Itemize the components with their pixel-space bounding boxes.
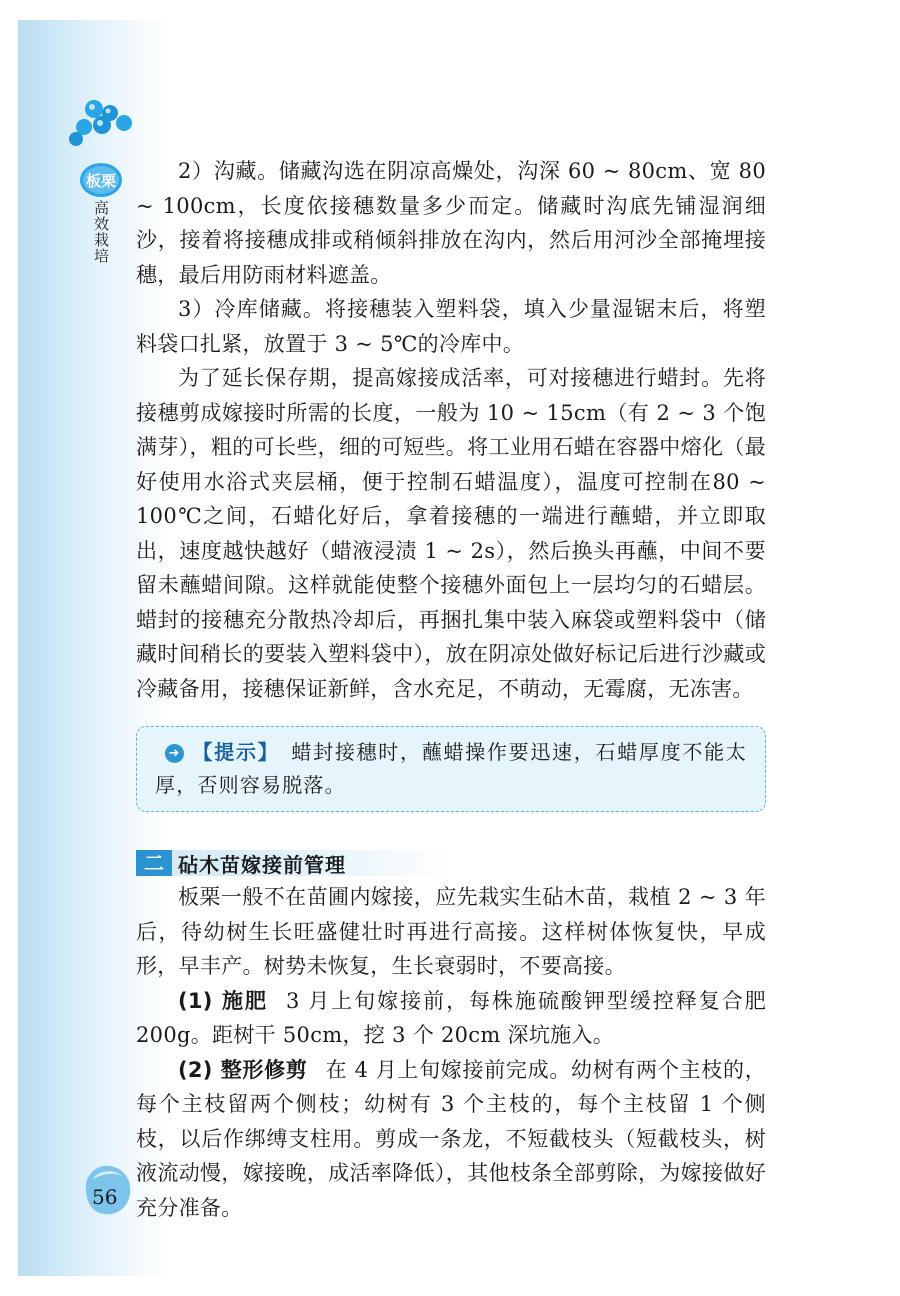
book-badge-icon — [78, 160, 124, 200]
tip-label: 【提示】 — [192, 740, 280, 764]
section-title: 砧木苗嫁接前管理 — [178, 852, 346, 877]
paragraph-cold-storage: 3）冷库储藏。将接穗装入塑料袋，填入少量湿锯末后，将塑料袋口扎紧，放置于 3 ~ 5℃的冷库中。 — [136, 297, 766, 356]
paragraph-fertilize — [136, 984, 766, 1053]
page-content — [136, 154, 766, 1225]
paragraph-section-intro: 板栗一般不在苗圃内嫁接，应先栽实生砧木苗，栽植 2 ~ 3 年后，待幼树生长旺盛健壮时再进行高接。这样树体恢复快，早成形，早丰产。树势未恢复，生长衰弱时，不要高接。 — [136, 885, 766, 978]
item-text: 在 4 月上旬嫁接前完成。幼树有两个主枝的，每个主枝留两个侧枝；幼树有 3 个主枝的，每个主枝留 1 个侧枝，以后作绑缚支柱用。剪成一条龙，不短截枝头（短截枝头，树液流动慢，嫁接晚，成活率降低），其他枝条全部剪除，为嫁接做好充分准备。 — [136, 1057, 766, 1220]
page-margin — [0, 0, 18, 1296]
paragraph-trench-storage: 2）沟藏。储藏沟选在阴凉高燥处，沟深 60 ~ 80cm、宽 80 ~ 100cm，长度依接穗数量多少而定。储藏时沟底先铺湿润细沙，接着将接穗成排或稍倾斜排放在沟内，然后用河沙全部掩埋接穗，最后用防雨材料遮盖。 — [136, 159, 766, 287]
item-text: 3 月上旬嫁接前，每株施硫酸钾型缓控释复合肥 200g。距树干 50cm，挖 3 个 20cm 深坑施入。 — [136, 988, 766, 1047]
paragraph-pruning — [136, 1053, 766, 1226]
book-series-label: 高效栽培 — [92, 200, 110, 264]
arrow-right-icon: ➜ — [165, 744, 184, 763]
page-number: 56 — [92, 1185, 118, 1209]
item-term: (1) 施肥 — [178, 988, 268, 1013]
tip-text: 蜡封接穗时，蘸蜡操作要迅速，石蜡厚度不能太厚，否则容易脱落。 — [155, 740, 747, 797]
section-heading — [136, 850, 486, 876]
tip-box — [136, 726, 766, 812]
badge-text: 板栗 — [85, 172, 117, 190]
chestnut-cluster-icon — [62, 95, 142, 155]
section-number: 二 — [136, 850, 172, 876]
item-term: (2) 整形修剪 — [178, 1057, 308, 1082]
paragraph-wax-sealing: 为了延长保存期，提高嫁接成活率，可对接穗进行蜡封。先将接穗剪成嫁接时所需的长度，一般为 10 ~ 15cm（有 2 ~ 3 个饱满芽），粗的可长些，细的可短些。将工业用石蜡在容器中熔化（最好使用水浴式夹层桶，便于控制石蜡温度），温度可控制在80 ~ 100℃之间，石蜡化好后，拿着接穗的一端进行蘸蜡，并立即取出，速度越快越好（蜡液浸渍 1 ~ 2s），然后换头再蘸，中间不要留未蘸蜡间隙。这样就能使整个接穗外面包上一层均匀的石蜡层。蜡封的接穗充分散热冷却后，再捆扎集中装入麻袋或塑料袋中（储藏时间稍长的要装入塑料袋中），放在阴凉处做好标记后进行沙藏或冷藏备用，接穗保证新鲜，含水充足，不萌动，无霉腐，无冻害。 — [136, 366, 766, 701]
